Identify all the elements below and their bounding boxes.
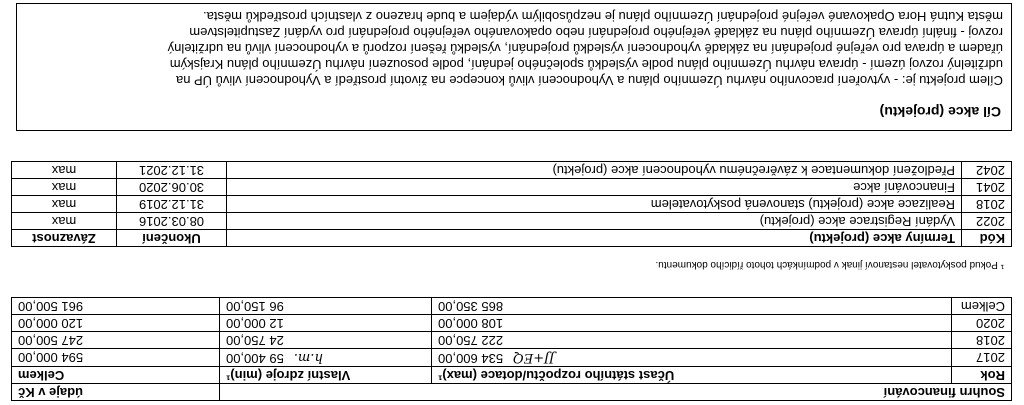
binding-cell: max: [12, 179, 117, 196]
year-cell: 2020: [952, 315, 1012, 332]
financing-title: Souhrn financování: [220, 384, 1012, 401]
col-header-year: Rok: [952, 367, 1012, 384]
state-cell: JJ+EQ534 600,00: [432, 349, 952, 367]
binding-cell: max: [12, 162, 117, 179]
goal-line: Cílem projektu je: - vytvoření pracovního návrhu Územního plánu a Vyhodnocení vlivů koncepce na životní prostředí a Vyhodnocení vlivů ÚP na: [176, 73, 1003, 88]
code-cell: 2018: [962, 196, 1012, 213]
own-cell: h.m.59 400,00: [220, 349, 432, 367]
col-header-milestone: Termíny akce (projektu): [227, 230, 962, 247]
unit-label: údaje v Kč: [12, 384, 220, 401]
date-cell: 31.12.2019: [117, 196, 227, 213]
footnote: ¹ Pokud poskytovatel nestanoví jinak v podmínkách tohoto řídicího dokumentu.: [655, 259, 1004, 270]
binding-cell: max: [12, 196, 117, 213]
financing-table: [11, 297, 1012, 401]
milestones-section: [0, 161, 1024, 247]
col-header-state: Účast státního rozpočtu/dotace (max)¹: [432, 367, 952, 384]
state-cell: 108 000,00: [432, 315, 952, 332]
state-total: 865 350,00: [432, 298, 952, 315]
code-cell: 2041: [962, 179, 1012, 196]
col-header-own: Vlastní zdroje (min)¹: [220, 367, 432, 384]
goal-description: [25, 8, 1003, 88]
goal-line: udržitelný rozvoj území - úprava návrhu Územního plánu podle výsledků společného jednání, podle posouzení návrhu Územního plánu Krajským: [169, 57, 1003, 72]
financing-header-row: [12, 367, 1012, 384]
own-cell: 24 750,00: [220, 332, 432, 349]
goal-line: rozvoj - finální úprava Územního plánu na základě veřejného projednání nebo opakovaného veřejného projednání pro vydání Zastupitelstvem: [189, 25, 1003, 40]
col-header-binding: Závaznost: [12, 230, 117, 247]
col-header-end: Ukončení: [117, 230, 227, 247]
goal-line: města Kutná Hora Opakované veřejné projednání Územního plánu je nezpůsobilým výdajem a bude hrazeno z vlastních prostředků města.: [203, 9, 1003, 24]
table-row: [12, 179, 1012, 196]
total-cell: 120 000,00: [12, 315, 220, 332]
year-cell: 2017: [952, 349, 1012, 367]
own-total: 96 150,00: [220, 298, 432, 315]
col-header-code: Kód: [962, 230, 1012, 247]
total-cell: 594 000,00: [12, 349, 220, 367]
signature-handwritten: h.m.: [293, 350, 323, 365]
goal-heading: Cíl akce (projektu): [879, 104, 1001, 120]
year-cell: 2018: [952, 332, 1012, 349]
total-label: Celkem: [952, 298, 1012, 315]
goal-line: úřadem a úprava pro veřejné projednání na základě vyhodnocení výsledků projednání, výsledků řešení rozporů a vyhodnocení vlivů na udržitelný: [167, 41, 1003, 56]
financing-total-row: [12, 298, 1012, 315]
table-row: [12, 349, 1012, 367]
total-cell: 247 500,00: [12, 332, 220, 349]
date-cell: 08.03.2016: [117, 213, 227, 230]
financing-summary-section: [0, 297, 1024, 401]
table-row: [12, 162, 1012, 179]
grand-total: 961 500,00: [12, 298, 220, 315]
date-cell: 30.06.2020: [117, 179, 227, 196]
date-cell: 31.12.2021: [117, 162, 227, 179]
col-header-total: Celkem: [12, 367, 220, 384]
milestones-header-row: [12, 230, 1012, 247]
table-row: [12, 332, 1012, 349]
code-cell: 2022: [962, 213, 1012, 230]
milestone-cell: Předložení dokumentace k závěrečnému vyhodnocení akce (projektu): [227, 162, 962, 179]
table-row: [12, 315, 1012, 332]
financing-title-row: [12, 384, 1012, 401]
project-goal-box: [16, 3, 1012, 131]
table-row: [12, 196, 1012, 213]
code-cell: 2042: [962, 162, 1012, 179]
milestone-cell: Vydání Registrace akce (projektu): [227, 213, 962, 230]
table-row: [12, 213, 1012, 230]
state-cell: 222 750,00: [432, 332, 952, 349]
milestones-table: [11, 161, 1012, 247]
signature-handwritten: JJ+EQ: [513, 350, 555, 365]
own-cell: 12 000,00: [220, 315, 432, 332]
milestone-cell: Realizace akce (projektu) stanovená poskytovatelem: [227, 196, 962, 213]
milestone-cell: Financování akce: [227, 179, 962, 196]
binding-cell: max: [12, 213, 117, 230]
